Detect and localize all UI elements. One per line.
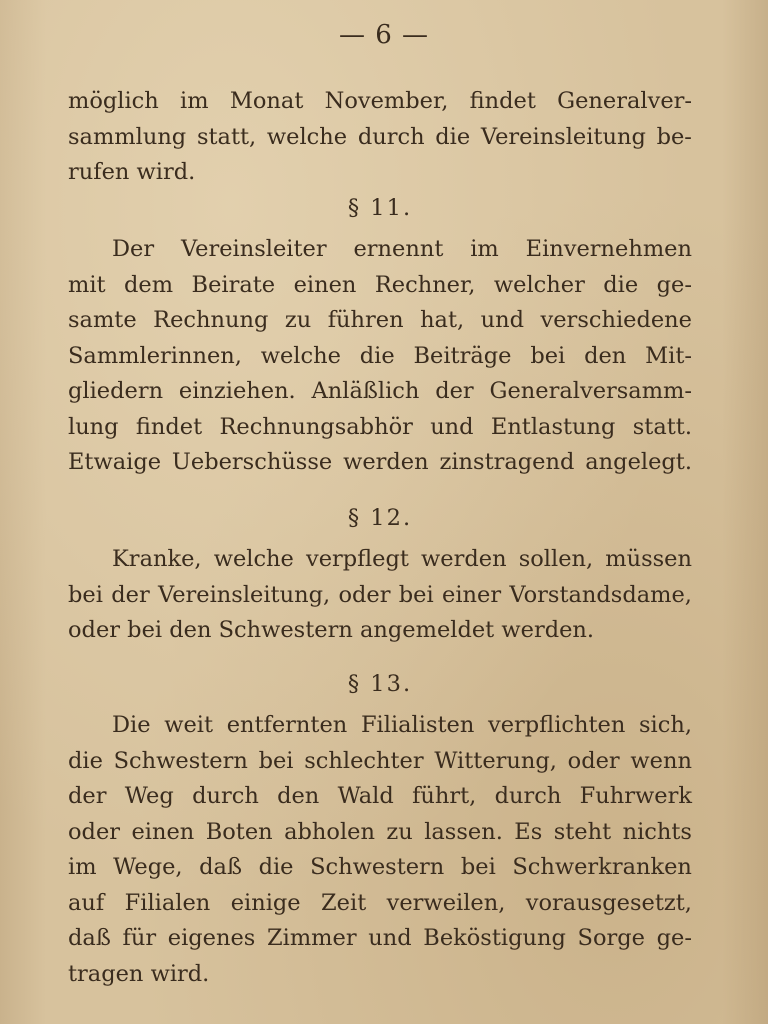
text-line: Die weit entfernten Filialisten verpflichten sich, <box>112 712 692 738</box>
text-line: oder einen Boten abholen zu lassen. Es steht nichts <box>68 818 692 845</box>
body-text <box>68 84 692 992</box>
text-line: im Wege, daß die Schwestern bei Schwerkranken <box>68 854 692 880</box>
section-heading-13: § 13. <box>347 670 413 697</box>
text-line: Etwaige Ueberschüsse werden zinstragend angelegt. <box>68 449 692 475</box>
text-line: oder bei den Schwestern angemeldet werden. <box>68 617 595 643</box>
text-line: Sammlerinnen, welche die Beiträge bei den Mit- <box>68 342 692 369</box>
text-line: der Weg durch den Wald führt, durch Fuhrwerk <box>68 783 692 809</box>
text-line: daß für eigenes Zimmer und Beköstigung Sorge ge- <box>68 925 692 951</box>
text-line: Kranke, welche verpflegt werden sollen, müssen <box>112 546 692 572</box>
text-line: rufen wird. <box>68 159 196 185</box>
text-line: mit dem Beirate einen Rechner, welcher die ge- <box>68 271 692 298</box>
text-line: die Schwestern bei schlechter Witterung, oder wenn <box>68 747 692 774</box>
text-line: auf Filialen einige Zeit verweilen, vorausgesetzt, <box>68 889 692 916</box>
text-line: samte Rechnung zu führen hat, und verschiedene <box>68 307 692 333</box>
text-line: bei der Vereinsleitung, oder bei einer Vorstandsdame, <box>68 581 692 608</box>
section-heading-11: § 11. <box>347 194 413 221</box>
text-line: möglich im Monat November, findet Generalver- <box>68 88 692 114</box>
text-line: gliedern einziehen. Anläßlich der Generalversamm- <box>68 378 692 404</box>
page-number: — 6 — <box>338 20 430 50</box>
section-heading-12: § 12. <box>347 504 413 531</box>
text-line: lung findet Rechnungsabhör und Entlastung statt. <box>68 413 692 440</box>
text-line: Der Vereinsleiter ernennt im Einvernehmen <box>112 236 692 262</box>
text-line: sammlung statt, welche durch die Vereinsleitung be- <box>68 123 692 150</box>
text-line: tragen wird. <box>68 960 210 987</box>
